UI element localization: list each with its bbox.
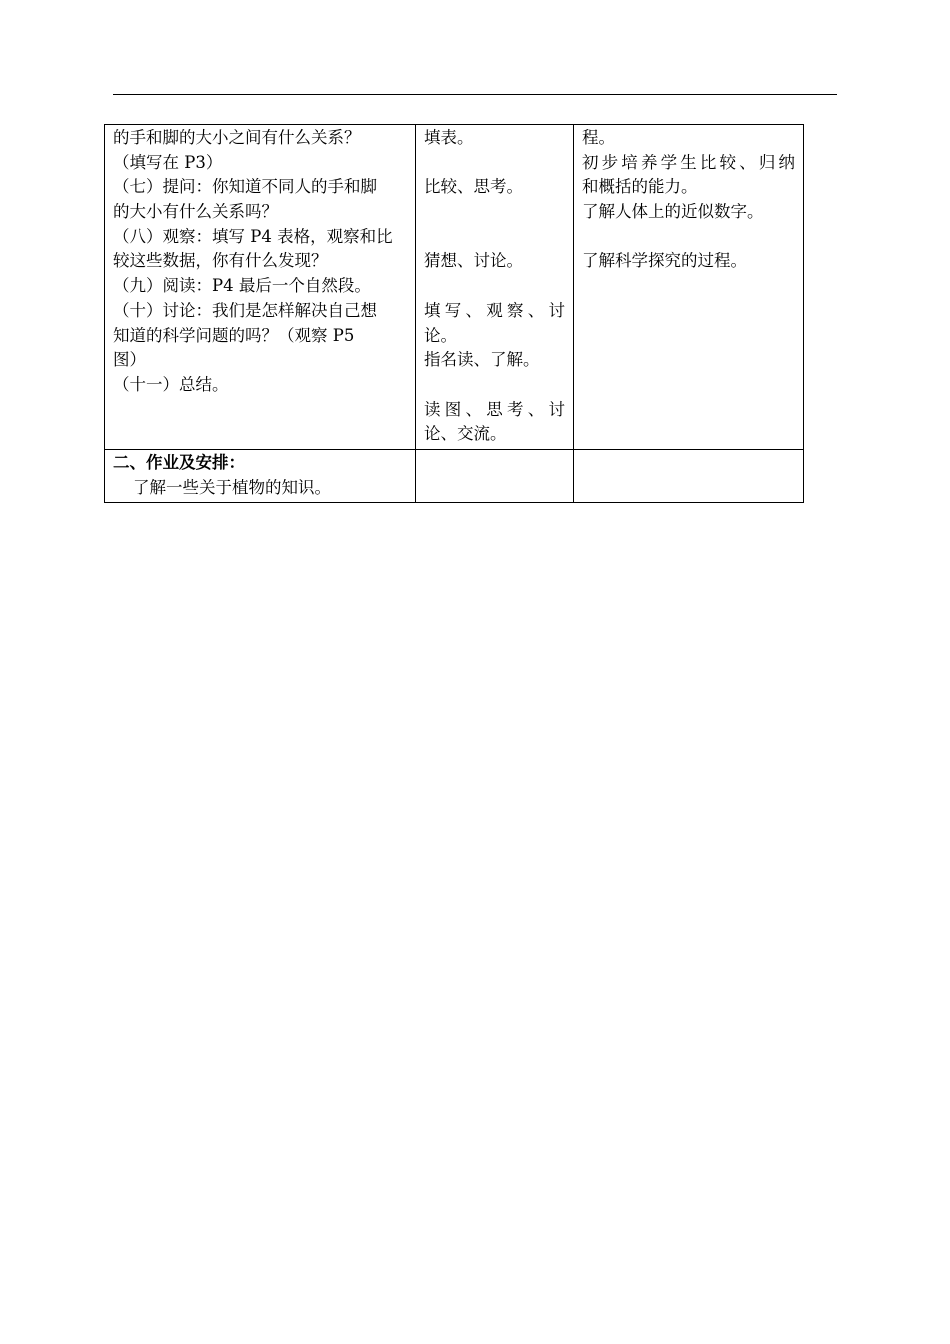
process-line: 图） <box>113 350 146 370</box>
process-line: 的手和脚的大小之间有什么关系？ <box>113 128 361 147</box>
process-line: 知道的科学问题的吗？（观察 P5 <box>113 325 355 345</box>
process-line: （八）观察：填写 P4 表格，观察和比 <box>113 226 393 246</box>
lesson-plan-table <box>104 124 804 503</box>
empty-cell <box>574 449 804 502</box>
homework-heading: 二、作业及安排： <box>113 452 245 472</box>
process-line: 的大小有什么关系吗？ <box>113 202 278 222</box>
empty-cell <box>416 449 574 502</box>
activity-line: 比较、思考。 <box>424 177 523 197</box>
table-row <box>105 125 804 450</box>
process-line: （九）阅读：P4 最后一个自然段。 <box>113 276 371 296</box>
table-row <box>105 449 804 502</box>
homework-text: 了解一些关于植物的知识。 <box>133 477 331 497</box>
homework-cell <box>105 449 416 502</box>
process-line: 较这些数据，你有什么发现？ <box>113 251 328 271</box>
activity-line: 猜想、讨论。 <box>424 251 523 271</box>
intent-line: 程。 <box>582 128 615 147</box>
student-activity-cell <box>416 125 574 450</box>
header-rule <box>113 94 837 95</box>
activity-line: 论。 <box>424 325 457 345</box>
activity-line: 填表。 <box>424 128 474 147</box>
process-line: （十）讨论：我们是怎样解决自己想 <box>113 300 377 320</box>
intent-line: 初步培养学生比较、归纳 <box>582 152 795 172</box>
activity-line: 读图、思考、讨 <box>424 399 565 419</box>
process-line: （七）提问：你知道不同人的手和脚 <box>113 177 377 197</box>
teaching-process-cell <box>105 125 416 450</box>
process-line: （十一）总结。 <box>113 374 229 394</box>
activity-line: 填写、观察、讨 <box>424 300 565 320</box>
activity-line: 论、交流。 <box>424 424 507 444</box>
intent-line: 了解人体上的近似数字。 <box>582 202 764 222</box>
process-line: （填写在 P3） <box>113 152 223 172</box>
design-intent-cell <box>574 125 804 450</box>
activity-line: 指名读、了解。 <box>424 350 540 370</box>
intent-line: 和概括的能力。 <box>582 177 698 197</box>
intent-line: 了解科学探究的过程。 <box>582 251 747 271</box>
